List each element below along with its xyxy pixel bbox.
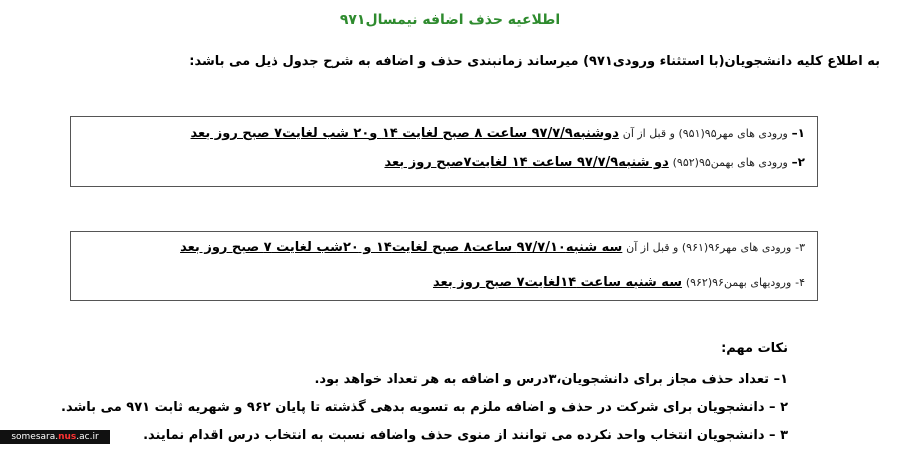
note-item-2: ۲ – دانشجویان برای شرکت در حذف و اضافه ملزم به تسویه بدهی گذشته تا پایان ۹۶۲ و شهریه ثابت ۹۷۱ می باشد.: [61, 400, 788, 415]
schedule-line-3: [180, 240, 805, 255]
line-group: ورودی های بهمن۹۵(۹۵۲): [672, 156, 788, 169]
note-item-1: ۱– تعداد حذف مجاز برای دانشجویان،۳درس و اضافه به هر تعداد خواهد بود.: [314, 372, 788, 387]
schedule-line-1: [191, 126, 805, 141]
watermark-suffix: .ac.ir: [76, 432, 99, 442]
line-number: ۲–: [791, 155, 805, 169]
watermark-prefix: somesara.: [11, 432, 59, 442]
page-title: اطلاعیه حذف اضافه نیمسال۹۷۱: [339, 12, 561, 28]
line-number: ۱–: [791, 126, 805, 140]
site-watermark: [0, 430, 110, 444]
line-group: ورودی های مهر۹۵(۹۵۱) و قبل از آن: [622, 127, 788, 140]
notes-title: نکات مهم:: [721, 341, 788, 356]
intro-text: به اطلاع کلیه دانشجویان(با استثناء ورودی۹۷۱) میرساند زمانبندی حذف و اضافه به شرح جدول ذیل می باشد:: [189, 54, 880, 69]
line-time: دو شنبه۹۷/۷/۹ ساعت ۱۴ لغایت۷صبح روز بعد: [384, 155, 669, 170]
line-number: ۴-: [795, 276, 805, 289]
line-time: دوشنبه۹۷/۷/۹ ساعت ۸ صبح لغایت ۱۴ و۲۰ شب لغایت۷ صبح روز بعد: [190, 126, 619, 141]
line-time: سه شنبه ساعت ۱۴لغایت۷ صبح روز بعد: [432, 275, 682, 290]
line-group: ورودیهای بهمن۹۶(۹۶۲): [685, 276, 792, 289]
schedule-line-2: [384, 155, 805, 170]
line-group: ورودی های مهر۹۶(۹۶۱) و قبل از آن: [626, 241, 792, 254]
schedule-box-2: [70, 231, 818, 301]
schedule-box-1: [70, 116, 818, 187]
schedule-line-4: [433, 275, 805, 290]
note-item-3: ۳ – دانشجویان انتخاب واحد نکرده می توانند از منوی حذف واضافه نسبت به انتخاب درس اقدام نمایند.: [143, 428, 788, 443]
watermark-accent: nus: [58, 432, 77, 442]
line-time: سه شنبه۹۷/۷/۱۰ ساعت۸ صبح لغایت۱۴ و ۲۰شب لغایت ۷ صبح روز بعد: [180, 240, 623, 255]
line-number: ۳-: [795, 241, 805, 254]
